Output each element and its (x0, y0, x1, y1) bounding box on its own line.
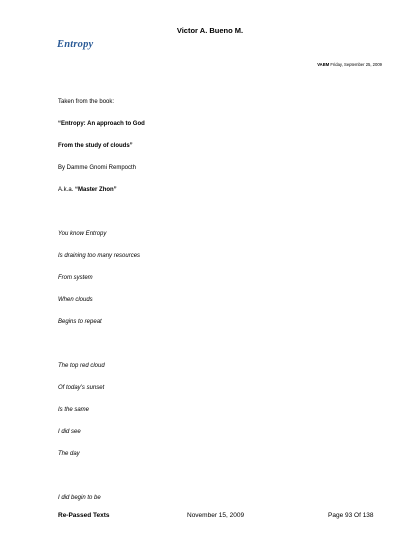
footer-collection-name: Re-Passed Texts (58, 512, 110, 519)
alias-line (58, 187, 117, 193)
book-title-line-1: “Entropy: An approach to God (58, 121, 145, 127)
poem-line: The top red cloud (58, 363, 105, 369)
running-header-author: Victor A. Bueno M. (176, 26, 244, 35)
alias-name: “Master Zhon” (75, 187, 117, 193)
poem-line: Is draining too many resources (58, 253, 141, 259)
book-author-line: By Damme Gnomi Rempocth (58, 165, 137, 171)
poem-line: I did see (58, 429, 81, 435)
dateline-date: Friday, September 25, 2009 (330, 62, 382, 67)
poem-line: You know Entropy (58, 231, 107, 237)
alias-prefix: A.k.a. (58, 187, 76, 193)
poem-line: Is the same (58, 407, 90, 413)
poem-line: Begins to repeat (58, 319, 102, 325)
poem-line: I did begin to be (58, 495, 101, 501)
book-title-line-2: From the study of clouds” (58, 143, 133, 149)
poem-line: The day (58, 451, 80, 457)
poem-line: Of today’s sunset (58, 385, 105, 391)
poem-line: From system (58, 275, 93, 281)
footer-date: November 15, 2009 (187, 512, 245, 519)
page-title: Entropy (57, 39, 94, 50)
poem-line: When clouds (58, 297, 93, 303)
dateline (317, 62, 382, 67)
author-initials: VABM (317, 62, 330, 67)
intro-line: Taken from the book: (58, 99, 115, 105)
footer-page-number: Page 93 Of 138 (328, 512, 374, 519)
